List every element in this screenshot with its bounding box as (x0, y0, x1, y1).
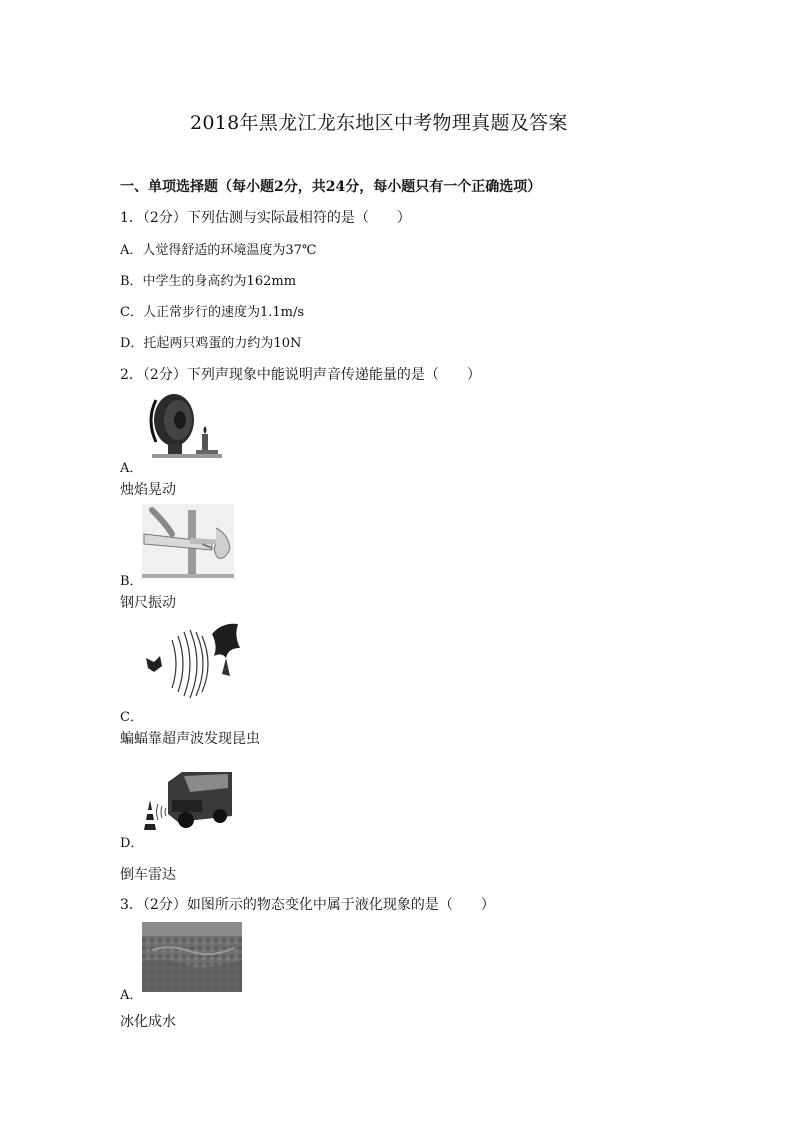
question-3-stem: 3．（2分）如图所示的物态变化中属于液化现象的是（ ） (120, 897, 495, 913)
question-2-stem: 2．（2分）下列声现象中能说明声音传递能量的是（ ） (120, 367, 481, 383)
bat-ultrasound-image (142, 618, 242, 710)
q3-option-a-letter: A． (120, 988, 143, 1003)
q2-option-d-letter: D． (120, 836, 144, 851)
question-1-stem: 1．（2分）下列估测与实际最相符的是（ ） (120, 210, 411, 226)
q2-option-d-caption: 倒车雷达 (120, 867, 176, 883)
section-heading: 一、单项选择题（每小题2分，共24分，每小题只有一个正确选项） (120, 179, 542, 195)
q2-option-a-caption: 烛焰晃动 (120, 482, 176, 498)
q2-option-a-letter: A． (120, 461, 143, 476)
q2-option-b-letter: B． (120, 574, 143, 589)
melting-ice-image (142, 922, 242, 992)
q3-option-a-caption: 冰化成水 (120, 1014, 176, 1030)
q2-option-b-caption: 钢尺振动 (120, 595, 176, 611)
q2-option-c-caption: 蝙蝠靠超声波发现昆虫 (120, 731, 260, 747)
q1-option-a: A．人觉得舒适的环境温度为37℃ (120, 243, 317, 258)
ruler-vibration-image (142, 504, 234, 578)
q2-option-c-letter: C． (120, 710, 143, 725)
car-radar-image (138, 770, 232, 832)
q1-option-d: D．托起两只鸡蛋的力约为10N (120, 336, 302, 351)
q1-option-c: C．人正常步行的速度为1.1m/s (120, 305, 304, 320)
page-title: 2018年黑龙江龙东地区中考物理真题及答案 (190, 112, 568, 134)
q1-option-b: B．中学生的身高约为162mm (120, 274, 297, 289)
speaker-candle-image (142, 390, 224, 464)
